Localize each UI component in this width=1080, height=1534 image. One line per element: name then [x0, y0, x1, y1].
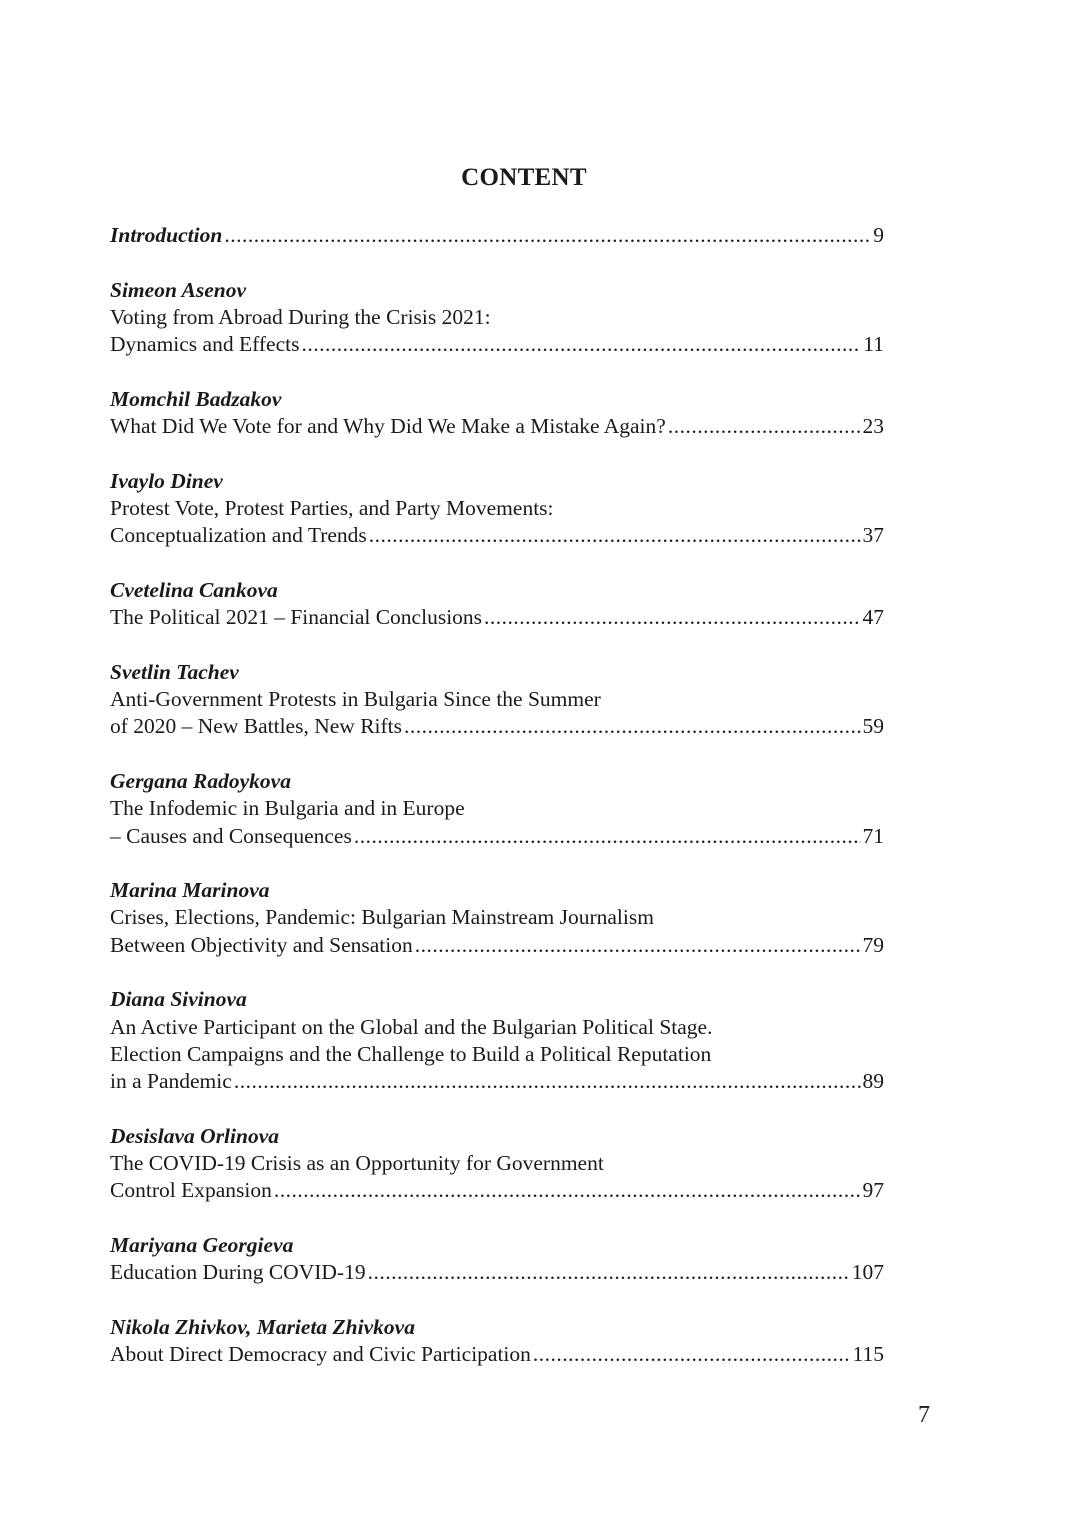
toc-title: Between Objectivity and Sensation [110, 932, 413, 957]
toc-page-number: 107 [851, 1260, 884, 1285]
dot-leader [234, 1068, 861, 1095]
toc-entry [110, 277, 884, 359]
toc-page-number: 97 [862, 1178, 884, 1203]
toc-title-line: Election Campaigns and the Challenge to Build a Political Reputation [110, 1041, 712, 1066]
toc-author: Cvetelina Cankova [110, 577, 278, 602]
toc-author: Ivaylo Dinev [110, 468, 223, 493]
toc-page-number: 71 [862, 823, 884, 848]
dot-leader [415, 932, 861, 959]
toc-page-number: 115 [852, 1342, 884, 1367]
toc-page-number: 79 [862, 932, 884, 957]
toc-author: Gergana Radoykova [110, 768, 291, 793]
toc-page-number: 47 [862, 605, 884, 630]
toc-title-line: An Active Participant on the Global and the Bulgarian Political Stage. [110, 1014, 713, 1039]
toc-entry [110, 1314, 884, 1369]
toc-title-line: Voting from Abroad During the Crisis 2021: [110, 304, 491, 329]
toc-title: Education During COVID-19 [110, 1260, 366, 1285]
toc-title: of 2020 – New Battles, New Rifts [110, 714, 403, 739]
dot-leader [354, 823, 861, 850]
toc-row [110, 331, 884, 358]
dot-leader [369, 522, 861, 549]
toc-title: Introduction [110, 223, 223, 247]
dot-leader [224, 222, 871, 249]
toc-entry [110, 986, 884, 1095]
dot-leader [301, 331, 861, 358]
toc-title: – Causes and Consequences [110, 823, 352, 848]
toc-author: Mariyana Georgieva [110, 1232, 294, 1257]
toc-title-line: The COVID-19 Crisis as an Opportunity for Government [110, 1151, 604, 1176]
dot-leader [368, 1259, 850, 1286]
toc-entry [110, 659, 884, 741]
toc-page-number: 89 [862, 1069, 884, 1094]
toc-author: Marina Marinova [110, 878, 270, 903]
toc-row [110, 1068, 884, 1095]
toc-row [110, 1177, 884, 1204]
toc-title-line: Anti-Government Protests in Bulgaria Since the Summer [110, 687, 601, 712]
toc-title: Dynamics and Effects [110, 332, 300, 357]
toc-row [110, 823, 884, 850]
toc-title-line: The Infodemic in Bulgaria and in Europe [110, 796, 465, 821]
dot-leader [404, 713, 860, 740]
dot-leader [668, 413, 861, 440]
toc-title: Conceptualization and Trends [110, 523, 367, 548]
toc-row [110, 522, 884, 549]
toc-title-line: Protest Vote, Protest Parties, and Party Movements: [110, 495, 554, 520]
toc-entry [110, 468, 884, 550]
toc-entry [110, 877, 884, 959]
toc-entry [110, 1232, 884, 1287]
toc-page-number: 23 [862, 414, 884, 439]
toc-title: About Direct Democracy and Civic Participation [110, 1342, 531, 1367]
toc-page-number: 59 [862, 714, 884, 739]
toc-entry [110, 577, 884, 632]
toc-page-number: 9 [873, 223, 884, 247]
toc-entry-introduction [110, 222, 884, 249]
toc-page-number: 11 [863, 332, 884, 357]
toc-author: Simeon Asenov [110, 277, 246, 302]
toc-entry [110, 386, 884, 441]
toc-author: Desislava Orlinova [110, 1123, 280, 1148]
toc-author: Momchil Badzakov [110, 386, 282, 411]
toc-title-line: Crises, Elections, Pandemic: Bulgarian Mainstream Journalism [110, 905, 654, 930]
toc-row [110, 713, 884, 740]
toc-page-number: 37 [862, 523, 884, 548]
page-title: CONTENT [461, 164, 587, 191]
toc-title: Control Expansion [110, 1178, 272, 1203]
toc-row [110, 222, 884, 249]
folio-page-number: 7 [918, 1402, 930, 1428]
toc-author: Diana Sivinova [110, 987, 247, 1012]
toc-row [110, 413, 884, 440]
toc-entries [110, 277, 884, 1369]
toc-entry [110, 1123, 884, 1205]
toc-entry [110, 768, 884, 850]
toc-row [110, 1341, 884, 1368]
toc-title: The Political 2021 – Financial Conclusions [110, 605, 483, 630]
dot-leader [533, 1341, 851, 1368]
toc-title: in a Pandemic [110, 1069, 232, 1094]
toc-author: Nikola Zhivkov, Marieta Zhivkova [110, 1314, 415, 1339]
toc-row [110, 604, 884, 631]
toc-row [110, 1259, 884, 1286]
table-of-contents [110, 222, 884, 1396]
toc-author: Svetlin Tachev [110, 659, 239, 684]
dot-leader [484, 604, 860, 631]
toc-title: What Did We Vote for and Why Did We Make a Mistake Again? [110, 414, 666, 439]
dot-leader [274, 1177, 861, 1204]
toc-row [110, 932, 884, 959]
